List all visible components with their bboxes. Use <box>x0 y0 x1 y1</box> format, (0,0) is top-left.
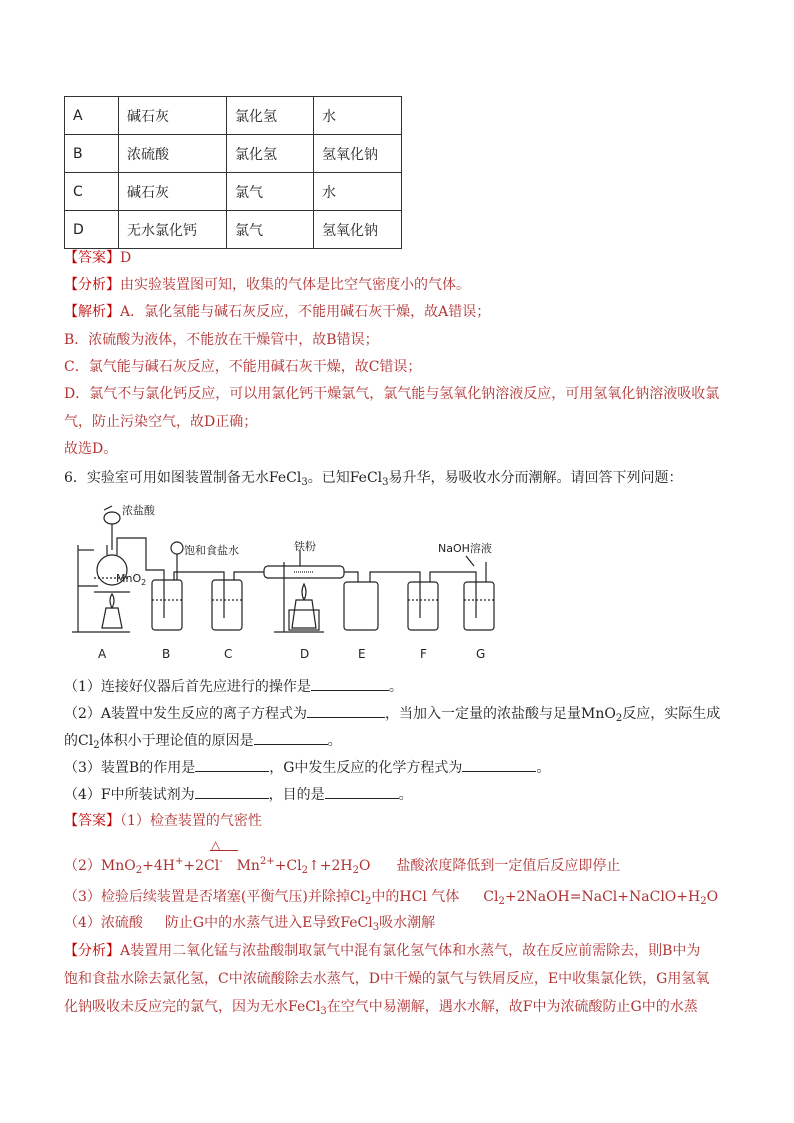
answer-blank <box>195 784 269 799</box>
answer-value: D <box>120 250 132 266</box>
q6-part2-cont <box>64 730 342 756</box>
delta-symbol: △ <box>211 838 221 852</box>
table-cell: 水 <box>314 97 402 135</box>
solution-a: A．氯化氢能与碱石灰反应，不能用碱石灰干燥，故A错误； <box>120 304 491 320</box>
q6-analysis-2: 饱和食盐水除去氯化氢，C中浓硫酸除去水蒸气，D中干燥的氯气与铁屑反应，E中收集氯化铁，G用氢氧 <box>64 971 710 987</box>
table-cell: C <box>65 173 119 211</box>
letter-g: G <box>476 647 486 661</box>
subscript: 2 <box>93 740 100 751</box>
part2-text: 体积小于理论值的原因是 <box>99 733 254 749</box>
q6-answer-2: （2）MnO$_2$+4H++2Cl- $Mn^{2+}+Cl_2↑+2H_2O$ 盐酸浓度降低到一定值后反应即停止 <box>64 856 621 876</box>
subscript: 3 <box>382 477 389 488</box>
stem-text: 6．实验室可用如图装置制备无水FeCl <box>64 470 302 486</box>
q6-answer-3: （3）检验后续装置是否堵塞(平衡气压)并除掉$Cl_2$中的HCl 气体 $Cl_2+2NaOH=NaCl+NaClO+H_2O$ <box>64 889 719 907</box>
table-cell: 氯气 <box>227 211 314 249</box>
q6-part2 <box>64 703 720 729</box>
table-cell: 浓硫酸 <box>119 135 227 173</box>
subscript: 2 <box>615 713 623 724</box>
answer-blank <box>462 757 536 772</box>
options-table <box>64 96 402 249</box>
analysis-text: A装置用二氧化锰与浓盐酸制取氯气中混有氯化氢气体和水蒸气，故在反应前需除去，則B中为 <box>120 943 701 959</box>
label-brine: 饱和食盐水 <box>184 544 239 557</box>
stem-text: 易升华，易吸收水分而潮解。请回答下列问题： <box>388 470 683 486</box>
part2-text: （2）A装置中发生反应的离子方程式为 <box>64 706 308 722</box>
q6-analysis-1 <box>64 941 700 961</box>
table-cell: 氯气 <box>227 173 314 211</box>
solution-c: C．氯气能与碱石灰反应，不能用碱石灰干燥，故C错误； <box>64 359 422 375</box>
table-cell: 氯化氢 <box>227 135 314 173</box>
q5-solution-line <box>64 302 490 322</box>
letter-e: E <box>358 647 366 661</box>
table-cell: 氢氧化钠 <box>314 211 402 249</box>
solution-d-2: 气，防止污染空气，故D正确； <box>64 414 258 430</box>
answer-tag: 【答案】 <box>64 813 120 829</box>
label-naoh: NaOH溶液 <box>438 542 492 555</box>
answer-blank <box>254 730 328 745</box>
q5-answer-line <box>64 248 131 268</box>
part4-text: （4）F中所装试剂为 <box>64 787 195 803</box>
punct: 。 <box>388 679 403 695</box>
punct: 。 <box>536 760 551 776</box>
table-row <box>65 211 402 249</box>
solution-b: B．浓硫酸为液体，不能放在干燥管中，故B错误； <box>64 332 379 348</box>
q6-answer-1 <box>64 811 262 831</box>
choose-line: 故选D。 <box>64 441 118 457</box>
q6-part1 <box>64 676 403 697</box>
subscript: 3 <box>301 477 308 488</box>
part2-text: 反应，实际生成 <box>622 706 721 722</box>
part1-text: （1）连接好仪器后首先应进行的操作是 <box>64 679 311 695</box>
label-mno2: MnO$_2$ <box>116 572 147 587</box>
punct: 。 <box>327 733 342 749</box>
answer-2-reason: 盐酸浓度降低到一定值后反应即停止 <box>396 858 621 874</box>
part2-text: 的Cl <box>64 733 94 749</box>
table-cell: 碱石灰 <box>119 97 227 135</box>
q6-analysis-3: 化钠吸收未反应完的氯气，因为无水FeCl$_3$在空气中易潮解，遇水水解，故F中为浓硫酸防止G中的水蒸 <box>64 999 698 1017</box>
analysis-tag: 【分析】 <box>64 277 120 293</box>
q6-part3 <box>64 757 550 778</box>
table-cell: 水 <box>314 173 402 211</box>
letter-d: D <box>300 647 310 661</box>
table-row <box>65 135 402 173</box>
part3-text: ，G中发生反应的化学方程式为 <box>269 760 463 776</box>
answer-blank <box>195 757 269 772</box>
q5-analysis-line <box>64 275 470 295</box>
table-cell: B <box>65 135 119 173</box>
part4-text: ，目的是 <box>268 787 325 803</box>
punct: 。 <box>398 787 413 803</box>
solution-tag: 【解析】 <box>64 304 120 320</box>
letter-a: A <box>98 647 107 661</box>
equation-arrow <box>210 850 238 851</box>
label-iron: 铁粉 <box>294 540 316 553</box>
answer-blank <box>311 676 389 691</box>
answer-tag: 【答案】 <box>64 250 120 266</box>
q6-part4 <box>64 784 413 805</box>
table-row <box>65 173 402 211</box>
letter-b: B <box>162 647 171 661</box>
table-cell: 氯化氢 <box>227 97 314 135</box>
answer-1: （1）检查装置的气密性 <box>120 813 262 829</box>
answer-blank <box>307 703 385 718</box>
apparatus-figure <box>64 500 514 665</box>
table-cell: 氢氧化钠 <box>314 135 402 173</box>
table-row <box>65 97 402 135</box>
answer-blank <box>325 784 399 799</box>
analysis-text: 由实验装置图可知，收集的气体是比空气密度小的气体。 <box>120 277 470 293</box>
label-hcl: 浓盐酸 <box>122 504 155 517</box>
q6-stem <box>64 468 683 493</box>
analysis-tag: 【分析】 <box>64 943 120 959</box>
letter-f: F <box>420 647 427 661</box>
stem-text: 。已知FeCl <box>307 470 383 486</box>
table-cell: 碱石灰 <box>119 173 227 211</box>
table-cell: 无水氯化钙 <box>119 211 227 249</box>
table-cell: D <box>65 211 119 249</box>
q6-answer-4: （4）浓硫酸 防止G中的水蒸气进入E导致FeCl$_3$吸水潮解 <box>64 915 436 933</box>
part2-text: ，当加入一定量的浓盐酸与足量MnO <box>385 706 616 722</box>
part3-text: （3）装置B的作用是 <box>64 760 196 776</box>
letter-c: C <box>224 647 233 661</box>
table-cell: A <box>65 97 119 135</box>
solution-d-1: D．氯气不与氯化钙反应，可以用氯化钙干燥氯气，氯气能与氢氧化钠溶液反应，可用氢氧化钠溶液吸收氯 <box>64 386 720 402</box>
